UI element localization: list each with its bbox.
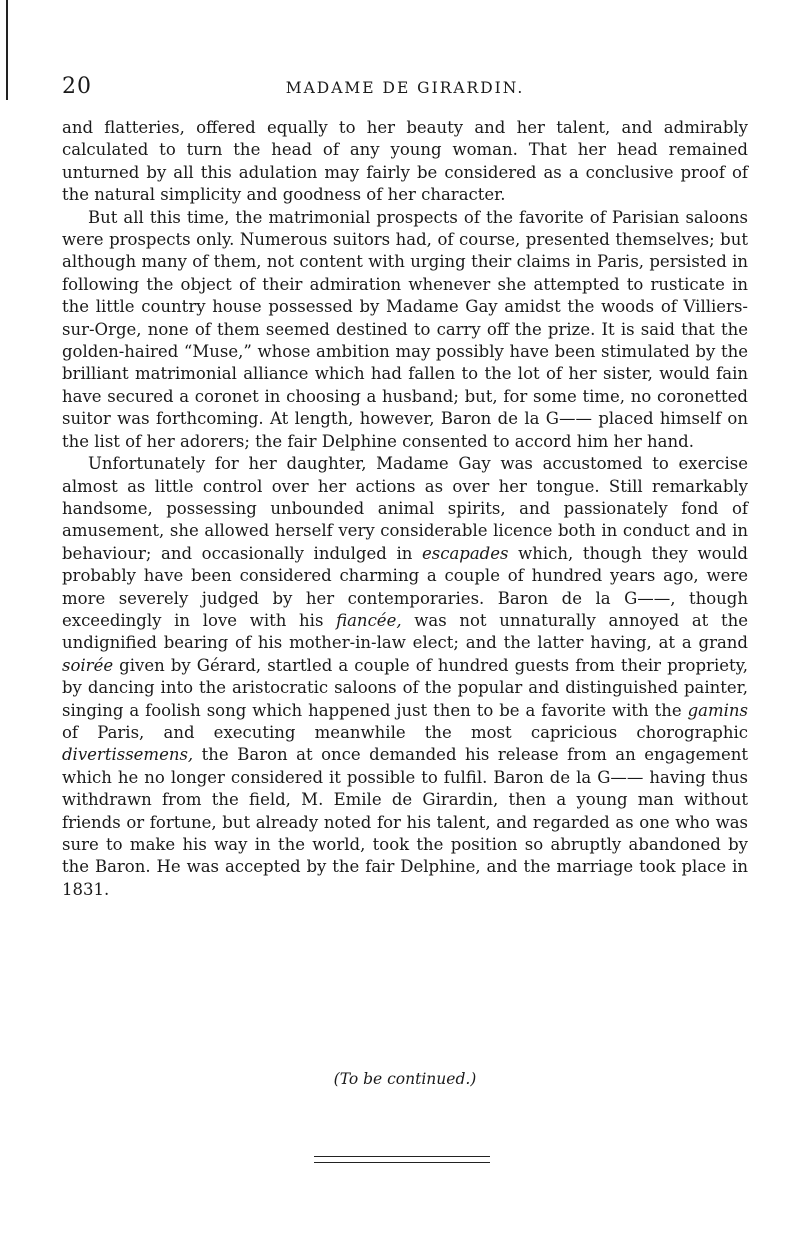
text-run: given by Gérard, startled a couple of hundred guests from their propriety, by dancing into the aristocratic saloons of the popular and distinguished painter, singing a foolish song which happened just then to be a favorite with the [62, 655, 748, 720]
running-title: MADAME DE GIRARDIN. [285, 79, 525, 97]
to-be-continued-note: (To be continued.) [333, 1070, 477, 1088]
text-run: was not unnaturally annoyed at the undignified bearing of his mother-in-law elect; and the latter having, at a grand [62, 610, 749, 653]
italic-term: divertissemens, [62, 745, 194, 765]
text-run: which, though they would probably have been considered charming a couple of hundred years ago, were more severely judged by her contemporaries. Baron de la G——, though exceedingly in love with his [62, 543, 748, 630]
text-run: But all this time, the matrimonial prospects of the favorite of Parisian saloons were prospects only. Numerous suitors had, of course, presented themselves; but although many of them, not content with urging their claims in Paris, persisted in following the object of their admiration whenever she attempted to rusticate in the little country house possessed by Madame Gay amidst the woods of Villiers-sur-Orge, none of them seemed destined to carry off the prize. It is said that the golden-haired “Muse,” whose ambition may possibly have been stimulated by the brilliant matrimonial alliance which had fallen to the lot of her sister, would fain have secured a coronet in choosing a husband; but, for some time, no coronetted suitor was forthcoming. At length, however, Baron de la G—— placed himself on the list of her adorers; the fair Delphine consented to accord him her hand. [62, 207, 748, 451]
page-number: 20 [62, 74, 92, 99]
article-body [62, 117, 748, 901]
italic-term: fiancée, [336, 610, 402, 630]
text-run: and flatteries, offered equally to her beauty and her talent, and admirably calculated to turn the head of any young woman. That her head remained unturned by all this adulation may fairly be considered as a conclusive proof of the natural simplicity and goodness of her character. [62, 118, 748, 205]
text-run: of Paris, and executing meanwhile the most capricious chorographic [62, 722, 748, 742]
paragraph-2 [62, 207, 748, 453]
italic-term: gamins [687, 700, 748, 720]
italic-term: soirée [62, 655, 114, 675]
page-header [62, 74, 748, 108]
binding-edge-line [6, 0, 8, 100]
paragraph-3 [62, 453, 748, 901]
text-run: the Baron at once demanded his release from an engagement which he no longer considered it possible to fulfil. Baron de la G—— having thus withdrawn from the field, M. Emile de Girardin, then a young man without friends or fortune, but already noted for his talent, and regarded as one who was sure to make his way in the world, took the position so abruptly abandoned by the Baron. He was accepted by the fair Delphine, and the marriage took place in 1831. [62, 745, 748, 899]
end-double-rule [314, 1156, 490, 1163]
italic-term: escapades [421, 543, 509, 563]
text-run: Unfortunately for her daughter, Madame Gay was accustomed to exercise almost as little control over her actions as over her tongue. Still remarkably handsome, possessing unbounded animal spirits, and passionately fond of amusement, she allowed herself very considerable licence both in conduct and in behaviour; and occasionally indulged in [62, 454, 748, 563]
paragraph-1 [62, 117, 748, 207]
